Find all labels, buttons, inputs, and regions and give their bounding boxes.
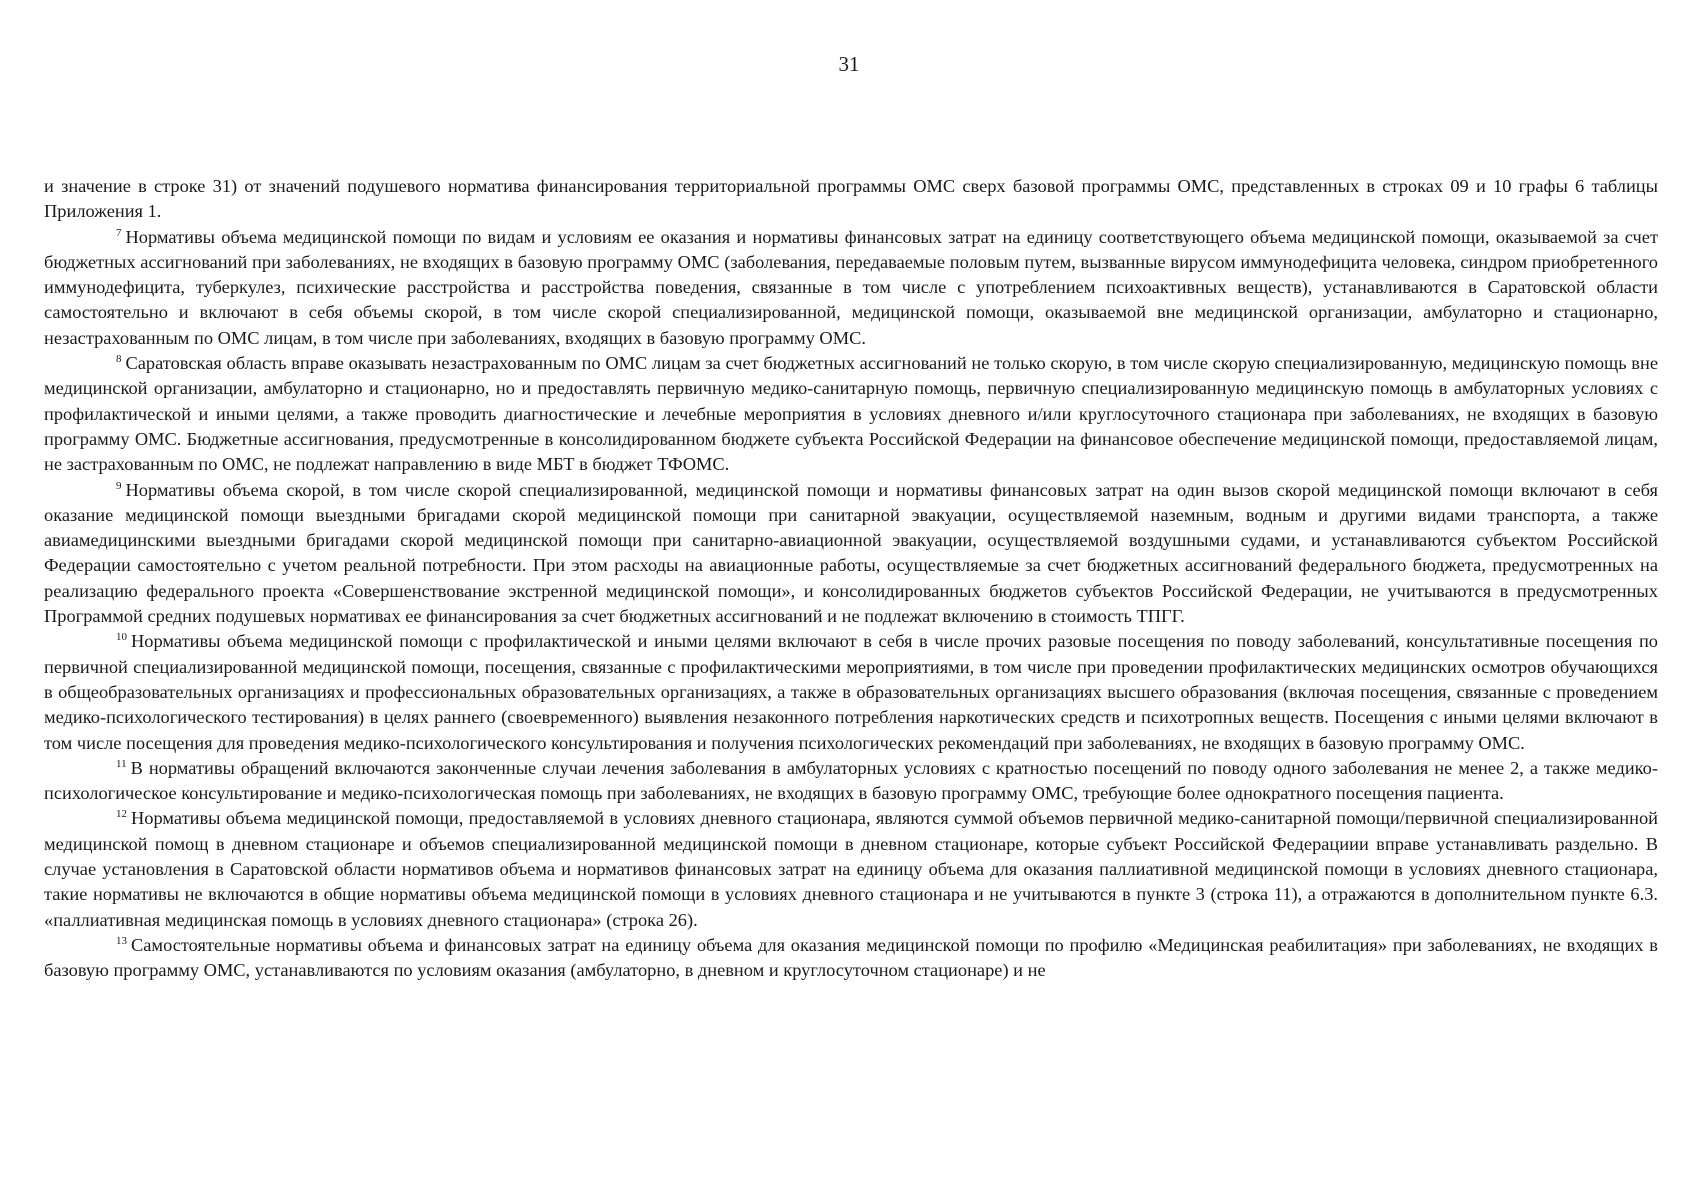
footnote-text: Самостоятельные нормативы объема и финансовых затрат на единицу объема для оказания медицинской помощи по профилю «Медицинская реабилитация» при заболеваниях, не входящих в базовую программу ОМС, устанавливаются по условиям оказания (амбулаторно, в дневном и круглосуточном стационаре) и не: [44, 934, 1658, 981]
footnote-marker: 11: [116, 757, 127, 770]
footnote-text: Нормативы объема скорой, в том числе скорой специализированной, медицинской помощи и нормативы финансовых затрат на один вызов скорой медицинской помощи включают в себя оказание медицинской помощи выездными бригадами скорой медицинской помощи при санитарной эвакуации, осуществляемой наземным, водным и другими видами транспорта, а также авиамедицинскими выездными бригадами скорой медицинской помощи при санитарно-авиационной эвакуации, осуществляемой воздушными судами, и устанавливаются субъектом Российской Федерации самостоятельно с учетом реальной потребности. При этом расходы на авиационные работы, осуществляемые за счет бюджетных ассигнований федерального бюджета, предусмотренных на реализацию федерального проекта «Совершенствование экстренной медицинской помощи», и консолидированных бюджетов субъектов Российской Федерации, не учитываются в предусмотренных Программой средних подушевых нормативах ее финансирования за счет бюджетных ассигнований и не подлежат включению в стоимость ТПГГ.: [44, 479, 1658, 627]
footnote-text: Нормативы объема медицинской помощи с профилактической и иными целями включают в себя в числе прочих разовые посещения по поводу заболеваний, консультативные посещения по первичной специализированной медицинской помощи, посещения, связанные с профилактическими мероприятиями, в том числе при проведении профилактических медицинских осмотров обучающихся в общеобразовательных организациях и профессиональных образовательных организациях, а также в образовательных организациях высшего образования (включая посещения, связанные с проведением медико-психологического тестирования) в целях раннего (своевременного) выявления незаконного потребления наркотических средств и психотропных веществ. Посещения с иными целями включают в том числе посещения для проведения медико-психологического консультирования и получения психологических рекомендаций при заболеваниях, не входящих в базовую программу ОМС.: [44, 631, 1658, 753]
footnote-marker: 13: [116, 934, 127, 947]
footnote-text: В нормативы обращений включаются законченные случаи лечения заболевания в амбулаторных условиях с кратностью посещений по поводу одного заболевания не менее 2, а также медико-психологическое консультирование и медико-психологическая помощь при заболеваниях, не входящих в базовую программу ОМС, требующие более однократного посещения пациента.: [44, 757, 1658, 804]
footnotes-body: [44, 174, 1658, 984]
footnote-marker: 7: [116, 226, 122, 239]
footnote-7: [44, 225, 1658, 351]
footnote-11: [44, 756, 1658, 807]
footnote-12: [44, 806, 1658, 932]
footnote-8: [44, 351, 1658, 477]
continuation-paragraph: [44, 174, 1658, 225]
footnote-text: Нормативы объема медицинской помощи, предоставляемой в условиях дневного стационара, являются суммой объемов первичной медико-санитарной помощи/первичной специализированной медицинской помощ в дневном стационаре и объемов специализированной медицинской помощи в дневном стационаре, которые субъект Российской Федерациии вправе устанавливать раздельно. В случае установления в Саратовской области нормативов объема и нормативов финансовых затрат на единицу объема для оказания паллиативной медицинской помощи в условиях дневного стационара, такие нормативы не включаются в общие нормативы объема медицинской помощи в условиях дневного стационара и не учитываются в пункте 3 (строка 11), а отражаются в дополнительном пункте 6.3. «паллиативная медицинская помощь в условиях дневного стационара» (строка 26).: [44, 808, 1658, 930]
paragraph-text: и значение в строке 31) от значений подушевого норматива финансирования территориальной программы ОМС сверх базовой программы ОМС, представленных в строках 09 и 10 графы 6 таблицы Приложения 1.: [44, 176, 1658, 222]
footnote-13: [44, 933, 1658, 984]
footnote-marker: 12: [116, 808, 127, 821]
footnote-text: Саратовская область вправе оказывать незастрахованным по ОМС лицам за счет бюджетных ассигнований не только скорую, в том числе скорую специализированную, медицинскую помощь вне медицинской организации, амбулаторно и стационарно, но и предоставлять первичную медико-санитарную помощь, первичную специализированную медицинскую помощь в амбулаторных условиях с профилактической и иными целями, а также проводить диагностические и лечебные мероприятия в условиях дневного и/или круглосуточного стационара при заболеваниях, не входящих в базовую программу ОМС. Бюджетные ассигнования, предусмотренные в консолидированном бюджете субъекта Российской Федерации на финансовое обеспечение медицинской помощи, предоставляемой лицам, не застрахованным по ОМС, не подлежат направлению в виде МБТ в бюджет ТФОМС.: [44, 353, 1658, 475]
footnote-9: [44, 478, 1658, 630]
footnote-10: [44, 629, 1658, 755]
footnote-marker: 8: [116, 353, 122, 366]
page-number: 31: [838, 52, 860, 76]
footnote-marker: 9: [116, 479, 122, 492]
footnote-text: Нормативы объема медицинской помощи по видам и условиям ее оказания и нормативы финансовых затрат на единицу соответствующего объема медицинской помощи, оказываемой за счет бюджетных ассигнований при заболеваниях, не входящих в базовую программу ОМС (заболевания, передаваемые половым путем, вызванные вирусом иммунодефицита человека, синдром приобретенного иммунодефицита, туберкулез, психические расстройства и расстройства поведения, связанные в том числе с употреблением психоактивных веществ), устанавливаются в Саратовской области самостоятельно и включают в себя объемы скорой, в том числе скорой специализированной, медицинской помощи, оказываемой вне медицинской организации, амбулаторно и стационарно, незастрахованным по ОМС лицам, в том числе при заболеваниях, входящих в базовую программу ОМС.: [44, 226, 1658, 348]
footnote-marker: 10: [116, 631, 127, 644]
